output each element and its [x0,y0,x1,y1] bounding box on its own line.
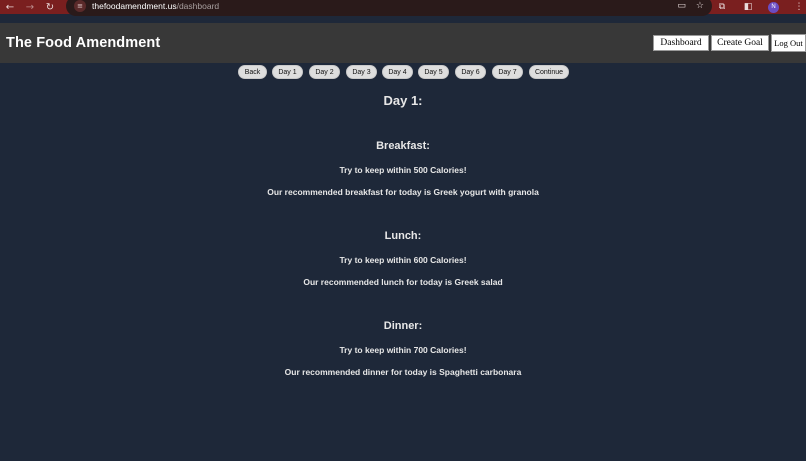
day-3-button[interactable]: Day 3 [346,65,377,79]
day-7-button[interactable]: Day 7 [492,65,523,79]
day-2-button[interactable]: Day 2 [309,65,340,79]
address-bar[interactable] [66,0,712,16]
extensions-icon[interactable]: ⧉ [718,2,726,12]
forward-arrow-icon[interactable]: → [25,1,35,13]
continue-button[interactable]: Continue [529,65,569,79]
lunch-recommendation: Our recommended lunch for today is Greek salad [303,277,503,287]
url-path: /dashboard [176,1,220,11]
breakfast-calorie-limit: Try to keep within 500 Calories! [339,165,467,175]
site-title: The Food Amendment [6,35,161,51]
dinner-recommendation: Our recommended dinner for today is Spaghetti carbonara [284,367,522,377]
bookmark-star-icon[interactable]: ☆ [695,1,704,11]
create-goal-button[interactable]: Create Goal [711,35,769,51]
day-navigation [0,65,806,79]
lunch-heading: Lunch: [384,230,422,242]
back-arrow-icon[interactable]: ← [5,1,15,13]
back-button[interactable]: Back [238,65,267,79]
url-host: thefoodamendment.us [92,1,177,11]
reload-icon[interactable]: ↻ [45,1,55,13]
side-panel-icon[interactable]: ◧ [743,2,753,12]
logout-button[interactable]: Log Out [771,34,806,52]
cast-icon[interactable]: ▭ [677,1,686,11]
day-title: Day 1: [383,93,423,108]
dinner-heading: Dinner: [383,320,423,332]
dinner-calorie-limit: Try to keep within 700 Calories! [339,345,467,355]
day-6-button[interactable]: Day 6 [455,65,486,79]
lunch-calorie-limit: Try to keep within 600 Calories! [339,255,467,265]
day-5-button[interactable]: Day 5 [418,65,449,79]
breakfast-recommendation: Our recommended breakfast for today is Greek yogurt with granola [267,187,539,197]
profile-avatar[interactable]: N [768,2,779,13]
day-1-button[interactable]: Day 1 [272,65,303,79]
dashboard-button[interactable]: Dashboard [653,35,709,51]
breakfast-heading: Breakfast: [376,140,430,152]
url-text [92,1,219,11]
browser-toolbar [0,0,806,14]
site-settings-icon[interactable]: ≡ [74,0,86,12]
day-4-button[interactable]: Day 4 [382,65,413,79]
more-menu-icon[interactable]: ⋮ [794,2,804,12]
